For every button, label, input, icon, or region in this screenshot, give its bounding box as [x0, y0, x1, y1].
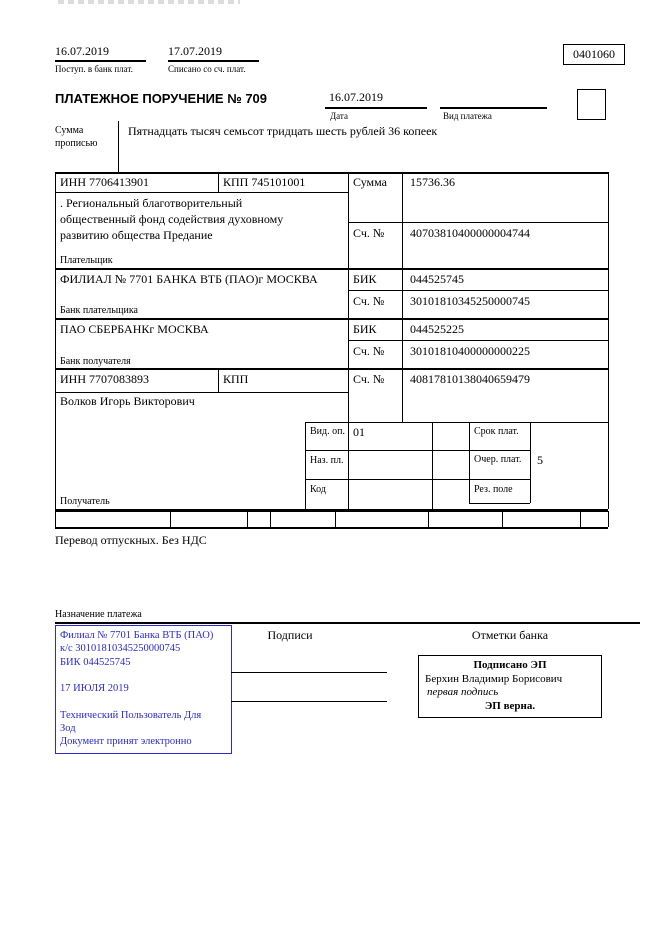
payer-bank-account-label: Сч. №	[353, 294, 385, 308]
amount-in-words: Пятнадцать тысяч семьсот тридцать шесть рублей 36 копеек	[128, 124, 438, 138]
payee-bank-bik: 044525225	[410, 322, 464, 336]
grid-line	[502, 511, 503, 527]
grid-line	[432, 422, 433, 509]
grid-line	[580, 511, 581, 527]
payee-inn: ИНН 7707083893	[60, 372, 149, 386]
grid-line	[402, 172, 403, 422]
payment-type-underline	[440, 107, 547, 109]
clipped-page-artifact	[58, 0, 240, 4]
payer-bank-bik: 044525745	[410, 272, 464, 286]
payee-bank-name: ПАО СБЕРБАНКг МОСКВА	[60, 322, 209, 336]
section-divider	[55, 622, 640, 624]
grid-line	[55, 172, 56, 509]
reserve-field-label: Рез. поле	[474, 484, 513, 495]
stamp-date: 17 ИЮЛЯ 2019	[60, 683, 129, 695]
grid-line	[247, 511, 248, 527]
payer-label: Плательщик	[60, 255, 113, 266]
payer-bank-name: ФИЛИАЛ № 7701 БАНКА ВТБ (ПАО)г МОСКВА	[60, 272, 318, 286]
payee-bank-account: 30101810400000000225	[410, 344, 530, 358]
payer-name-line: . Региональный благотворительный	[60, 196, 243, 210]
code-label: Код	[310, 484, 326, 495]
payee-account-label: Сч. №	[353, 372, 385, 386]
payee-kpp: КПП	[223, 372, 249, 386]
signed-by-ep-title: Подписано ЭП	[473, 659, 547, 671]
grid-line	[55, 192, 348, 193]
signer-name: Берхин Владимир Борисович	[425, 672, 563, 685]
grid-line	[348, 340, 608, 341]
debited-date: 17.07.2019	[168, 44, 222, 58]
grid-line	[55, 392, 348, 393]
operation-type-label: Вид. оп.	[310, 426, 345, 437]
grid-line	[55, 268, 608, 270]
grid-line	[55, 527, 608, 529]
signatures-label: Подписи	[267, 628, 313, 642]
signature-verified-text: ЭП верна.	[484, 699, 536, 712]
stamp-line: к/с 30101810345250000745	[60, 643, 181, 655]
date-underline	[325, 107, 427, 109]
grid-line	[305, 422, 608, 423]
amount-label: Сумма	[353, 175, 387, 189]
signature-note: первая подпись	[427, 686, 499, 698]
payer-account: 40703810400000004744	[410, 226, 530, 240]
payment-order-label: Очер. плат.	[474, 454, 522, 465]
payee-bank-label: Банк получателя	[60, 356, 131, 367]
bank-electronic-stamp	[55, 625, 232, 754]
grid-line	[608, 172, 609, 509]
document-title: ПЛАТЕЖНОЕ ПОРУЧЕНИЕ № 709	[55, 91, 268, 106]
bank-marks-label: Отметки банка	[471, 628, 549, 642]
grid-line	[428, 511, 429, 527]
payer-kpp: КПП 745101001	[223, 175, 306, 189]
grid-line	[469, 422, 470, 503]
stamp-line: Филиал № 7701 Банка ВТБ (ПАО)	[60, 630, 214, 641]
payment-purpose-text: Перевод отпускных. Без НДС	[55, 533, 207, 547]
grid-line	[469, 503, 530, 504]
grid-line	[55, 368, 608, 370]
grid-line	[55, 172, 608, 174]
payer-bank-account: 30101810345250000745	[410, 294, 530, 308]
grid-line	[348, 172, 349, 509]
grid-line	[348, 222, 608, 223]
payment-type-label: Вид платежа	[443, 111, 492, 121]
received-in-bank-label: Поступ. в банк плат.	[55, 64, 133, 74]
grid-line	[170, 511, 171, 527]
payer-name-line: общественный фонд содействия духовному	[60, 212, 284, 226]
payment-type-box	[577, 89, 606, 120]
debited-date-underline	[168, 60, 259, 62]
grid-line	[305, 450, 530, 451]
document-date: 16.07.2019	[329, 90, 383, 104]
signature-line	[231, 672, 387, 673]
grid-line	[305, 479, 530, 480]
payer-name-line: развитию общества Предание	[60, 228, 213, 242]
grid-line	[218, 368, 219, 392]
grid-line	[55, 511, 608, 512]
payer-bank-label: Банк плательщика	[60, 305, 138, 316]
debited-label: Списано со сч. плат.	[168, 64, 246, 74]
stamp-line: Технический Пользователь Для	[60, 709, 202, 721]
grid-line	[530, 422, 531, 503]
payment-order-value: 5	[537, 453, 543, 467]
payee-account: 40817810138040659479	[410, 372, 530, 386]
amount-in-words-label: Сумма прописью	[55, 125, 98, 149]
payer-bank-bik-label: БИК	[353, 272, 377, 286]
payee-bank-bik-label: БИК	[353, 322, 377, 336]
grid-line	[118, 121, 119, 172]
grid-line	[348, 290, 608, 291]
grid-line	[335, 511, 336, 527]
grid-line	[55, 511, 56, 527]
payment-purpose-label: Назначение платежа	[55, 609, 142, 620]
amount-value: 15736.36	[410, 175, 455, 189]
payment-purpose-code-label: Наз. пл.	[310, 455, 344, 466]
grid-line	[305, 422, 306, 509]
grid-line	[218, 172, 219, 192]
payee-bank-account-label: Сч. №	[353, 344, 385, 358]
payee-name: Волков Игорь Викторович	[60, 394, 195, 408]
payer-account-label: Сч. №	[353, 226, 385, 240]
stamp-line: Зод	[60, 723, 76, 735]
received-in-bank-date: 16.07.2019	[55, 44, 109, 58]
stamp-line: Документ принят электронно	[60, 736, 192, 748]
signature-verification-box	[418, 655, 602, 718]
payer-inn: ИНН 7706413901	[60, 175, 149, 189]
payee-label: Получатель	[60, 496, 110, 507]
grid-line	[608, 511, 609, 527]
stamp-line: БИК 044525745	[60, 656, 131, 668]
grid-line	[55, 318, 608, 320]
due-date-label: Срок плат.	[474, 426, 519, 437]
received-date-underline	[55, 60, 146, 62]
signature-line	[231, 701, 387, 702]
grid-line	[270, 511, 271, 527]
operation-type-value: 01	[353, 425, 365, 439]
date-label: Дата	[330, 111, 348, 121]
form-code-box: 0401060	[563, 44, 625, 65]
